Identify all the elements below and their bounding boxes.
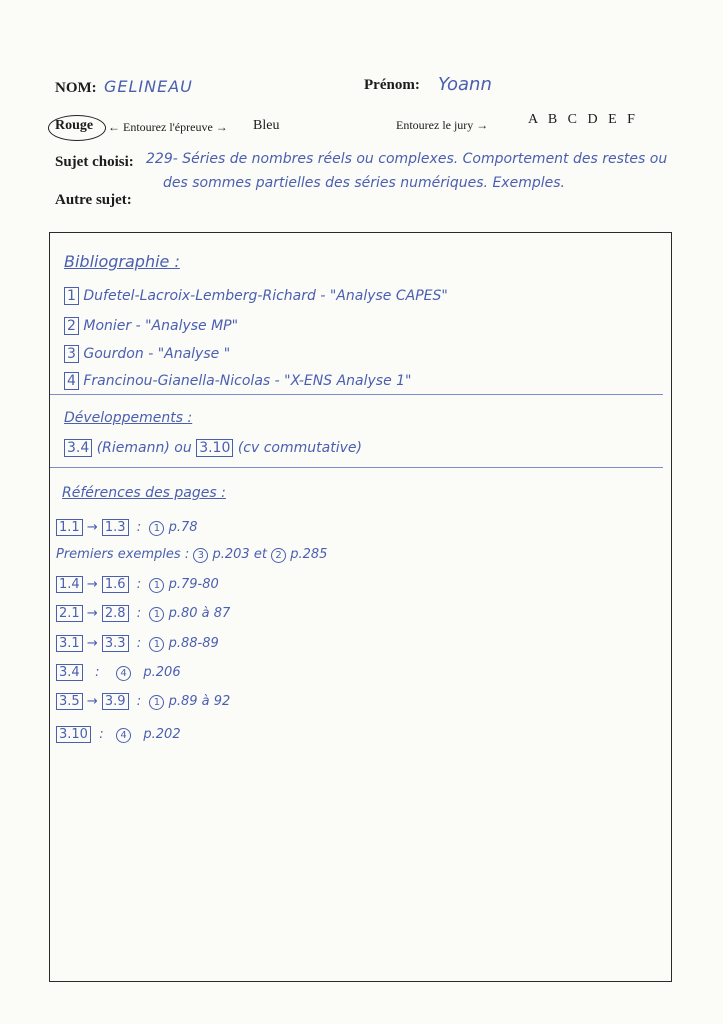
premiers-et: et <box>253 547 267 562</box>
reference-row: 3.4 : 4 p.206 <box>56 665 181 681</box>
ref-pages: p.88-89 <box>168 636 219 651</box>
ref-source: 1 <box>149 578 164 593</box>
prenom-value: Yoann <box>438 74 492 95</box>
ref-to: 1.3 <box>102 519 129 536</box>
bibliographie-title: Bibliographie : <box>64 252 180 271</box>
sujet-line-1: 229- Séries de nombres réels ou complexes. Comportement des restes ou <box>146 151 668 167</box>
reference-row: 3.1 → 3.3 : 1 p.88-89 <box>56 636 219 652</box>
ref-pages: p.80 à 87 <box>168 606 231 621</box>
ref-from: 3.10 <box>56 726 91 743</box>
nom-label: NOM: <box>55 80 97 96</box>
epreuve-rouge: Rouge <box>55 118 94 133</box>
dev-ref-2: 3.10 <box>196 439 233 457</box>
biblio-item <box>64 346 230 362</box>
biblio-number: 2 <box>64 317 79 335</box>
biblio-number: 3 <box>64 345 79 363</box>
ref-source: 1 <box>149 637 164 652</box>
ref-to: 3.3 <box>102 635 129 652</box>
biblio-text: Monier - "Analyse MP" <box>83 318 239 334</box>
ref-pages: p.79-80 <box>168 577 219 592</box>
references-title: Références des pages : <box>62 485 226 501</box>
ref-from: 1.1 <box>56 519 83 536</box>
premiers-source-1: 3 <box>193 548 208 563</box>
epreuve-instruction: ← Entourez l'épreuve → <box>108 120 228 134</box>
ref-pages: p.78 <box>168 520 198 535</box>
ref-source: 1 <box>149 607 164 622</box>
biblio-item <box>64 373 412 389</box>
biblio-text: Gourdon - "Analyse " <box>83 346 231 362</box>
biblio-item <box>64 318 238 334</box>
ref-from: 2.1 <box>56 605 83 622</box>
ref-pages: p.89 à 92 <box>168 694 231 709</box>
sujet-line-2: des sommes partielles des séries numériques. Exemples. <box>163 175 565 191</box>
prenom-label: Prénom: <box>364 77 420 93</box>
section-divider <box>50 394 663 395</box>
reference-row: 3.5 → 3.9 : 1 p.89 à 92 <box>56 694 230 710</box>
jury-label: Entourez le jury → <box>396 118 489 132</box>
nom-value: GELINEAU <box>104 77 193 96</box>
ref-to: 3.9 <box>102 693 129 710</box>
ref-from: 3.5 <box>56 693 83 710</box>
dev-ref-1: 3.4 <box>64 439 92 457</box>
biblio-text: Francinou-Gianella-Nicolas - "X-ENS Analyse 1" <box>83 373 412 389</box>
sujet-label: Sujet choisi: <box>55 154 134 170</box>
premiers-exemples-row <box>56 547 327 563</box>
ref-from: 1.4 <box>56 576 83 593</box>
reference-row: 1.4 → 1.6 : 1 p.79-80 <box>56 577 219 593</box>
ref-source: 1 <box>149 521 164 536</box>
jury-options: A B C D E F <box>528 112 635 127</box>
developpements-line <box>64 440 362 456</box>
ref-to: 1.6 <box>102 576 129 593</box>
ref-source: 4 <box>116 728 131 743</box>
premiers-label: Premiers exemples : <box>56 547 190 562</box>
premiers-source-2: 2 <box>271 548 286 563</box>
reference-row: 2.1 → 2.8 : 1 p.80 à 87 <box>56 606 230 622</box>
developpements-title: Développements : <box>64 410 193 426</box>
ref-pages: p.206 <box>143 665 181 680</box>
biblio-item <box>64 288 448 304</box>
ref-pages: p.202 <box>143 727 181 742</box>
autre-sujet-label: Autre sujet: <box>55 192 132 208</box>
ref-from: 3.4 <box>56 664 83 681</box>
ref-to: 2.8 <box>102 605 129 622</box>
dev-label-2: (cv commutative) <box>237 440 362 456</box>
biblio-number: 4 <box>64 372 79 390</box>
dev-label-1: (Riemann) <box>96 440 170 456</box>
dev-separator: ou <box>174 440 192 456</box>
biblio-text: Dufetel-Lacroix-Lemberg-Richard - "Analyse CAPES" <box>83 288 448 304</box>
section-divider <box>50 467 663 468</box>
ref-from: 3.1 <box>56 635 83 652</box>
premiers-pages-1: p.203 <box>212 547 250 562</box>
biblio-number: 1 <box>64 287 79 305</box>
ref-source: 1 <box>149 695 164 710</box>
reference-row: 1.1 → 1.3 : 1 p.78 <box>56 520 198 536</box>
reference-row: 3.10 : 4 p.202 <box>56 727 181 743</box>
ref-source: 4 <box>116 666 131 681</box>
epreuve-bleu: Bleu <box>253 118 280 133</box>
premiers-pages-2: p.285 <box>290 547 328 562</box>
